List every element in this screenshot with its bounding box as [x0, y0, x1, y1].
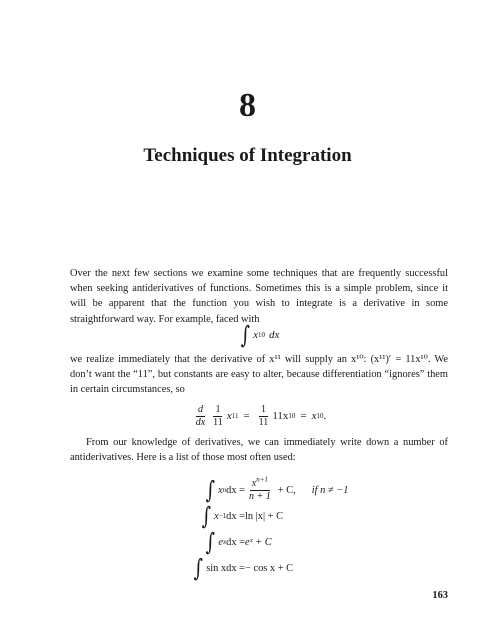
eq1-base: x: [253, 329, 258, 341]
eq1-dx: dx: [269, 329, 280, 341]
chapter-number: 8: [239, 87, 256, 124]
integral-sign: ∫: [240, 321, 250, 349]
equation-integral-x10: ∫ x 10 dx: [240, 321, 280, 349]
paragraph-intro: Over the next few sections we examine some techniques that are frequently successful when seeking antiderivatives of functions. Sometimes this is a simple problem, since it will be apparent that the function you wish to integrate is a derivative in some straightforward way. For example, faced with: [70, 268, 448, 325]
chapter-title: Techniques of Integration: [143, 145, 352, 166]
formula-sin-rule: ∫ sin x dx = − cos x + C: [193, 554, 294, 582]
frac-d-dx: $\frac{d}{dx}$: [195, 403, 206, 428]
equation-derivative: $\frac{d}{dx}$ $\frac{1}{11}$ x 11 = $\frac{1}{11}$ 11x 10 = x 10 .: [195, 403, 327, 428]
paragraph-derivative: we realize immediately that the derivative of x¹¹ will supply an x¹⁰: (x¹¹)′ = 11x¹⁰. We don’t want the “11”, but constants are easy to alter, because differentiation “ignores” them in certain circumstances, so: [70, 354, 448, 396]
frac-1-11-second: $\frac{1}{11}$: [258, 403, 269, 428]
formula-power-rule: ∫ x n dx = $\frac{x^{n+1}}{n + 1}$ + C, if n ≠ −1: [205, 475, 349, 504]
integral-sign: ∫: [205, 528, 215, 556]
integral-sign: ∫: [193, 554, 203, 582]
integral-sign: ∫: [201, 502, 211, 530]
paragraph-list-intro: From our knowledge of derivatives, we can immediately write down a number of antiderivatives. Here is a list of those most often used:: [70, 437, 448, 464]
integral-sign: ∫: [205, 476, 215, 504]
formula-log-rule: ∫ x −1 dx = ln |x| + C: [201, 502, 284, 530]
formula-exp-rule: ∫ e x dx = eˣ + C: [205, 528, 272, 556]
page-number: 163: [432, 590, 448, 601]
condition: if n ≠ −1: [311, 484, 349, 496]
frac-1-11: $\frac{1}{11}$: [213, 403, 223, 428]
result-term: x: [311, 410, 317, 422]
middle-term: 11x: [272, 410, 289, 422]
frac-power: $\frac{x^{n+1}}{n + 1}$: [249, 475, 271, 502]
